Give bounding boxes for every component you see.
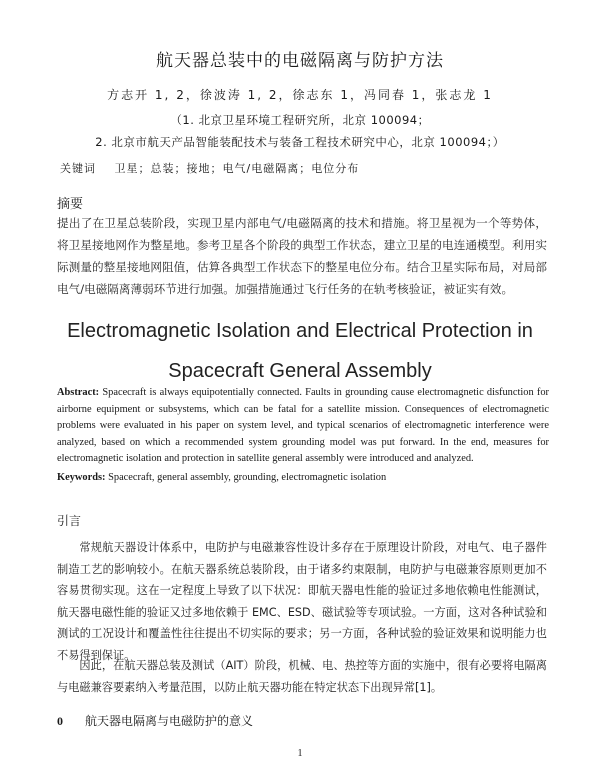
section-title: 航天器电隔离与电磁防护的意义 [85,714,254,728]
keywords-zh-text: 卫星；总装；接地；电气/电磁隔离；电位分布 [114,162,360,175]
abstract-en-label: Abstract: [57,387,100,398]
intro-paragraph-2: 因此，在航天器总装及测试（AIT）阶段，机械、电、热控等方面的实施中，很有必要将电隔离与电磁兼容要素纳入考量范围，以防止航天器功能在特定状态下出现异常[1]。 [57,659,547,694]
intro-paragraph-1: 常规航天器设计体系中，电防护与电磁兼容性设计多存在于原理设计阶段，对电气、电子器件制造工艺的影响较小。在航天器系统总装阶段，由于诸多约束限制，电防护与电磁兼容原则更加不容易贯彻实现。这在一定程度上导致了以下状况：即航天器电性能的验证过多地依赖电性能测试，航天器电磁性能的验证又过多地依赖于 EMC、ESD、磁试验等专项试验。一方面，这对各种试验和测试的工况设计和覆盖性往往提出不切实际的要求；另一方面，各种试验的验证效果和说明能力也不易得到保证。 [57,541,547,662]
intro-heading: 引言 [57,514,82,528]
paper-title-en-line2: Spacecraft General Assembly [168,360,432,382]
affiliation-1: （1. 北京卫星环境工程研究所，北京 100094； [170,113,430,127]
paper-title-en-line1: Electromagnetic Isolation and Electrical Protection in [67,320,533,342]
paper-title-en [0,311,600,391]
keywords-en [57,472,549,483]
abstract-en [57,385,549,468]
section-heading-0 [57,712,253,729]
keywords-en-label: Keywords: [57,472,106,483]
page-number: 1 [297,748,303,759]
keywords-zh-label: 关键词 [60,162,96,175]
author-list: 方志开 1, 2，徐波涛 1, 2，徐志东 1，冯同春 1，张志龙 1 [107,88,493,102]
abstract-zh-body: 提出了在卫星总装阶段，实现卫星内部电气/电磁隔离的技术和措施。将卫星视为一个等势体，将卫星接地网作为整星地。参考卫星各个阶段的典型工作状态，建立卫星的电连通模型。利用实际测量的整星接地网阻值，估算各典型工作状态下的整星电位分布。结合卫星实际布局，对局部电气/电磁隔离薄弱环节进行加强。加强措施通过飞行任务的在轨考核验证，被证实有效。 [57,216,547,296]
keywords-zh [60,160,359,176]
abstract-en-body: Spacecraft is always equipotentially connected. Faults in grounding cause electromagnetic disfunction for airborne equipment or subsystems, which can be fatal for a satellite mission. Consequences of electromagnetic problems were evaluated in his paper on system level, and typical scenarios of electromagnetic interference were analyzed, based on which a recommended system grounding model was put forward. In the end, measures for electromagnetic isolation and protection in satellite general assembly were introduced and analyzed. [57,387,549,464]
section-number: 0 [57,714,63,728]
abstract-zh-heading: 摘要 [57,197,84,212]
paper-title-zh: 航天器总装中的电磁隔离与防护方法 [156,51,444,71]
affiliation-2: 2. 北京市航天产品智能装配技术与装备工程技术研究中心，北京 100094；） [95,135,505,149]
keywords-en-text: Spacecraft, general assembly, grounding, electromagnetic isolation [108,472,387,483]
